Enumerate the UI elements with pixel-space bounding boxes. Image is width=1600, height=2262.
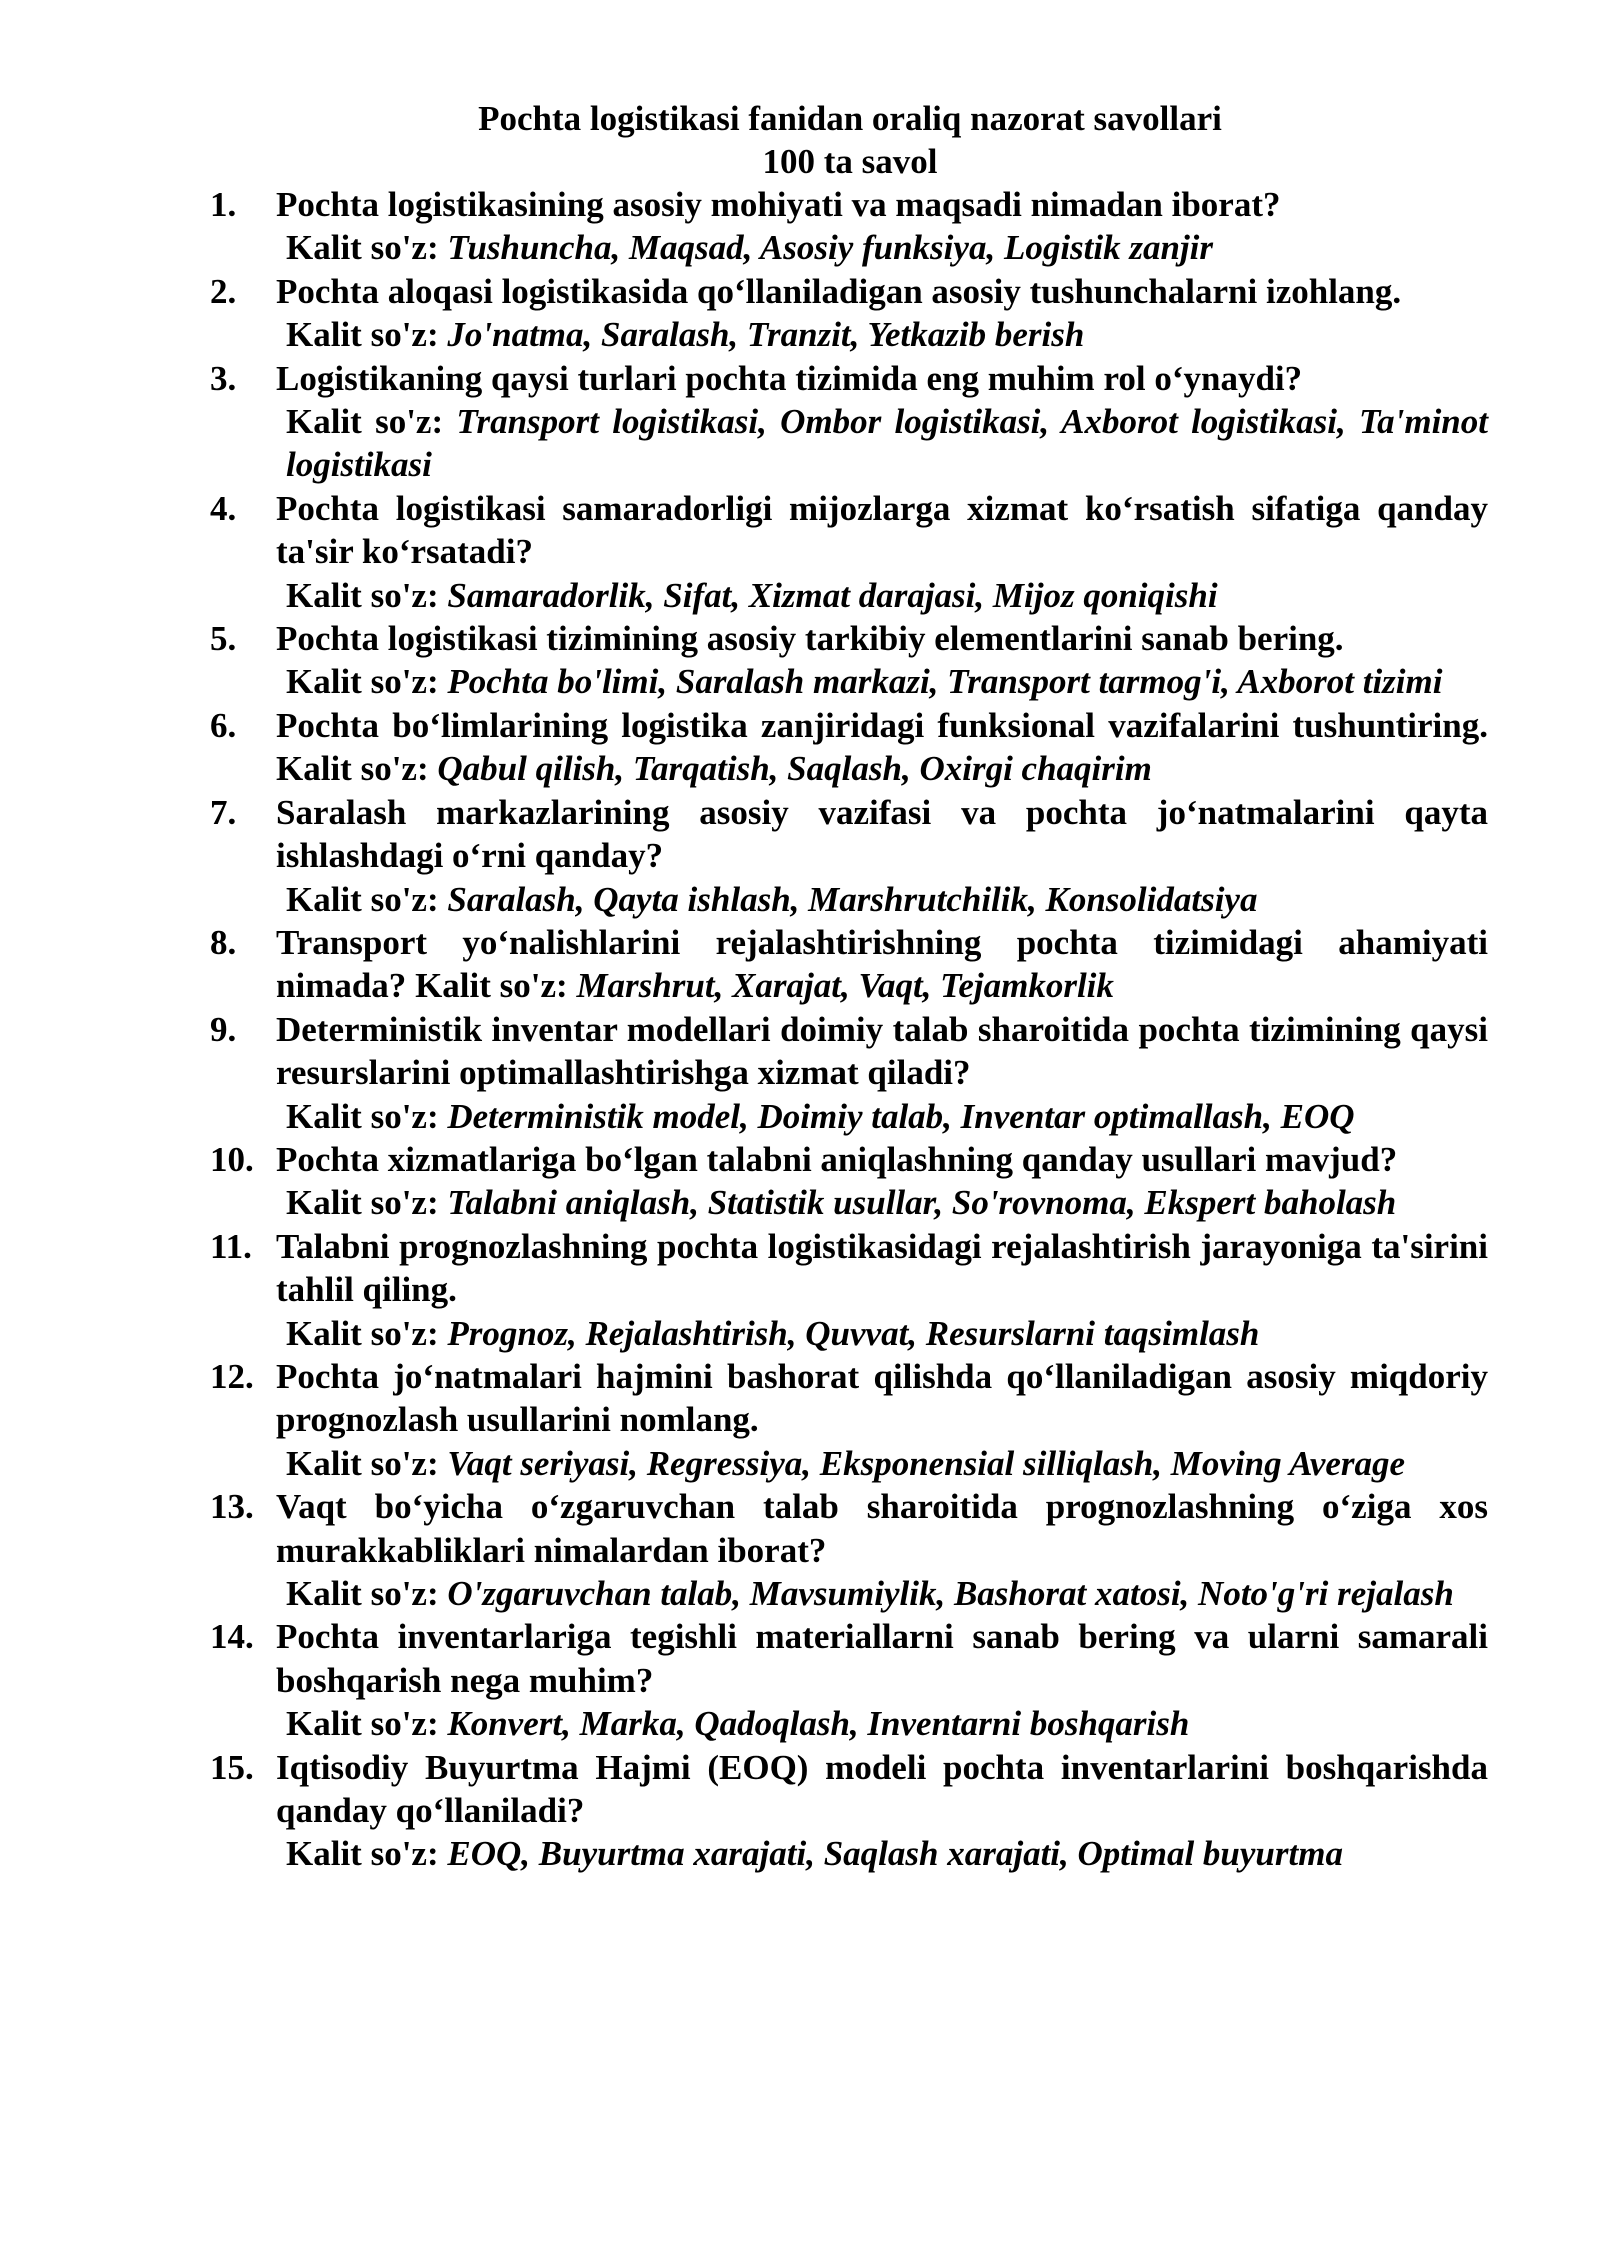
keyword-values: EOQ, Buyurtma xarajati, Saqlash xarajati, Optimal buyurtma <box>447 1834 1343 1874</box>
keyword-values: Talabni aniqlash, Statistik usullar, So'rovnoma, Ekspert baholash <box>447 1183 1397 1223</box>
question-number: 2. <box>210 271 237 311</box>
question-text: Pochta aloqasi logistikasida qo‘llaniladigan asosiy tushunchalarni izohlang. <box>276 271 1402 311</box>
question-number: 7. <box>210 792 237 832</box>
question-text: Pochta bo‘limlarining logistika zanjiridagi funksional vazifalarini tushuntiring. <box>276 705 1488 745</box>
keyword-label: Kalit so'z: <box>286 879 448 919</box>
keyword-label: Kalit so'z: <box>286 315 448 355</box>
question-item <box>0 183 1600 270</box>
keyword-values: Prognoz, Rejalashtirish, Quvvat, Resurslarni taqsimlash <box>447 1313 1260 1353</box>
question-item <box>0 270 1600 357</box>
question-text: Deterministik inventar modellari doimiy talab sharoitida pochta tizimining qaysi resurslarini optimallashtirishga xizmat qiladi? <box>276 1009 1488 1093</box>
question-keywords <box>276 1572 1488 1615</box>
question-text: Iqtisodiy Buyurtma Hajmi (EOQ) modeli pochta inventarlarini boshqarishda qanday qo‘llaniladi? <box>276 1747 1488 1831</box>
question-text: Logistikaning qaysi turlari pochta tizimida eng muhim rol o‘ynaydi? <box>276 358 1303 398</box>
question-keywords <box>276 400 1488 487</box>
question-number: 12. <box>210 1356 254 1396</box>
keyword-label: Kalit so'z: <box>286 1183 448 1223</box>
question-number: 5. <box>210 619 237 659</box>
keyword-values: O'zgaruvchan talab, Mavsumiylik, Bashorat xatosi, Noto'g'ri rejalash <box>447 1574 1454 1613</box>
question-item <box>0 1615 1600 1745</box>
question-number: 13. <box>210 1487 254 1527</box>
question-number: 14. <box>210 1617 254 1657</box>
question-item <box>0 357 1600 487</box>
keyword-values: Vaqt seriyasi, Regressiya, Eksponensial silliqlash, Moving Average <box>447 1443 1406 1483</box>
question-keywords <box>276 1832 1488 1875</box>
keyword-label: Kalit so'z: <box>286 1313 448 1353</box>
keyword-label: Kalit so'z: <box>286 1574 448 1613</box>
question-item <box>0 1355 1600 1485</box>
question-keywords <box>276 1442 1488 1485</box>
keyword-label: Kalit so'z: <box>286 575 448 615</box>
keyword-label: Kalit so'z: <box>286 1096 448 1136</box>
keyword-label: Kalit so'z: <box>286 228 448 268</box>
question-keywords <box>276 574 1488 617</box>
question-keywords <box>276 1095 1488 1138</box>
question-item <box>0 704 1600 791</box>
keyword-values: Pochta bo'limi, Saralash markazi, Transport tarmog'i, Axborot tizimi <box>447 662 1443 702</box>
keyword-values: Samaradorlik, Sifat, Xizmat darajasi, Mijoz qoniqishi <box>447 575 1218 615</box>
question-number: 15. <box>210 1747 254 1787</box>
question-number: 10. <box>210 1139 254 1179</box>
question-keywords <box>276 878 1488 921</box>
question-item <box>0 791 1600 921</box>
question-keywords <box>276 1702 1488 1745</box>
keyword-values: Konvert, Marka, Qadoqlash, Inventarni boshqarish <box>447 1704 1190 1744</box>
document-subtitle: 100 ta savol <box>762 142 938 181</box>
question-number: 9. <box>210 1009 237 1049</box>
question-text: Pochta logistikasining asosiy mohiyati va maqsadi nimadan iborat? <box>276 185 1281 224</box>
document-title: Pochta logistikasi fanidan oraliq nazorat savollari <box>478 99 1222 138</box>
question-number: 3. <box>210 358 237 398</box>
question-keywords <box>276 1312 1488 1355</box>
question-item <box>0 1225 1600 1355</box>
keyword-values: Transport logistikasi, Ombor logistikasi, Axborot logistikasi, Ta'minot logistikasi <box>286 402 1488 485</box>
question-text: Saralash markazlarining asosiy vazifasi va pochta jo‘natmalarini qayta ishlashdagi o‘rni qanday? <box>276 792 1488 876</box>
question-keywords <box>276 313 1488 356</box>
question-keywords <box>276 1181 1488 1224</box>
keyword-label: Kalit so'z: <box>286 662 448 702</box>
question-item <box>0 1138 1600 1225</box>
keyword-label: Kalit so'z: <box>286 1443 448 1483</box>
question-keywords <box>276 226 1488 269</box>
question-number: 8. <box>210 922 237 962</box>
keyword-label: Kalit so'z: <box>415 966 577 1006</box>
keyword-label: Kalit so'z: <box>286 402 457 442</box>
question-item <box>0 1746 1600 1876</box>
question-number: 6. <box>210 705 237 745</box>
question-item <box>0 1485 1600 1615</box>
question-text: Pochta logistikasi tizimining asosiy tarkibiy elementlarini sanab bering. <box>276 619 1344 659</box>
keyword-values: Saralash, Qayta ishlash, Marshrutchilik, Konsolidatsiya <box>447 879 1258 919</box>
keyword-values: Deterministik model, Doimiy talab, Inventar optimallash, EOQ <box>447 1096 1355 1136</box>
question-item <box>0 1008 1600 1138</box>
question-text: Pochta xizmatlariga bo‘lgan talabni aniqlashning qanday usullari mavjud? <box>276 1139 1398 1179</box>
keyword-label: Kalit so'z: <box>276 749 438 789</box>
keyword-values: Jo'natma, Saralash, Tranzit, Yetkazib berish <box>447 315 1085 355</box>
keyword-label: Kalit so'z: <box>286 1834 448 1874</box>
question-item <box>0 921 1600 1008</box>
question-item <box>0 487 1600 617</box>
question-text: Pochta jo‘natmalari hajmini bashorat qilishda qo‘llaniladigan asosiy miqdoriy prognozlash usullarini nomlang. <box>276 1356 1488 1440</box>
question-list <box>0 183 1600 1876</box>
question-keywords <box>276 660 1488 703</box>
keyword-values: Marshrut, Xarajat, Vaqt, Tejamkorlik <box>576 966 1114 1006</box>
question-item <box>0 617 1600 704</box>
keyword-values: Qabul qilish, Tarqatish, Saqlash, Oxirgi chaqirim <box>437 749 1152 789</box>
question-text: Talabni prognozlashning pochta logistikasidagi rejalashtirish jarayoniga ta'sirini tahlil qiling. <box>276 1226 1488 1310</box>
question-number: 11. <box>210 1226 252 1266</box>
question-number: 1. <box>210 185 237 224</box>
question-number: 4. <box>210 488 237 528</box>
question-text: Pochta inventarlariga tegishli materiallarni sanab bering va ularni samarali boshqarish nega muhim? <box>276 1617 1488 1700</box>
question-text: Transport yo‘nalishlarini rejalashtirishning pochta tizimidagi ahamiyati nimada? <box>276 922 1488 1006</box>
question-text: Pochta logistikasi samaradorligi mijozlarga xizmat ko‘rsatish sifatiga qanday ta'sir ko‘rsatadi? <box>276 488 1488 572</box>
keyword-values: Tushuncha, Maqsad, Asosiy funksiya, Logistik zanjir <box>447 228 1214 268</box>
keyword-label: Kalit so'z: <box>286 1704 448 1744</box>
question-text: Vaqt bo‘yicha o‘zgaruvchan talab sharoitida prognozlashning o‘ziga xos murakkabliklari nimalardan iborat? <box>276 1487 1488 1570</box>
